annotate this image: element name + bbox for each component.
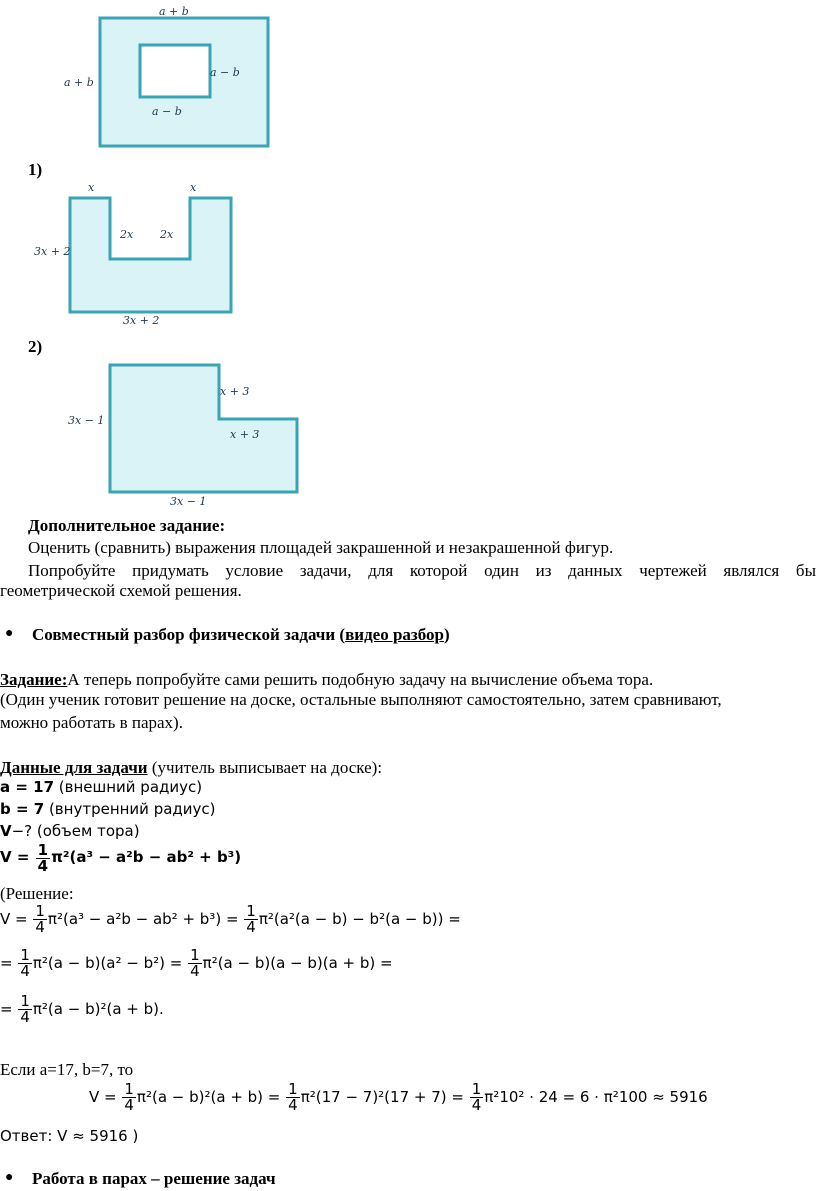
frac-den: 4 xyxy=(20,962,30,980)
s1-b: π²(a³ − a²b − ab² + b³) = xyxy=(47,910,244,928)
extra-line-3: геометрической схемой решения. xyxy=(0,581,242,600)
solution-answer: Ответ: V ≈ 5916 ) xyxy=(0,1127,139,1145)
fraction xyxy=(122,1082,136,1113)
s3-a: = xyxy=(0,1000,18,1018)
solution-if: Если a=17, b=7, то xyxy=(0,1060,134,1079)
data-b: b = 7 xyxy=(0,800,45,818)
s1-c: π²(a²(a − b) − b²(a − b)) = xyxy=(258,910,461,928)
fraction xyxy=(470,1082,484,1113)
frac-den: 4 xyxy=(190,962,200,980)
frame-hole xyxy=(140,45,210,97)
formula-rhs: π²(a³ − a²b − ab² + b³) xyxy=(51,848,242,867)
task-line-2: (Один ученик готовит решение на доске, остальные выполняют самостоятельно, затем сравнивают, xyxy=(0,690,722,709)
frac-num: 1 xyxy=(190,946,200,964)
task-label: Задание: xyxy=(0,670,68,689)
data-b-note: (внутренний радиус) xyxy=(44,800,216,818)
bullet-1-close: ) xyxy=(443,625,450,644)
fig2-label-step-vertical: x + 3 xyxy=(220,385,250,398)
bullet-1-text: Совместный разбор физической задачи ( xyxy=(32,625,346,644)
u-shape xyxy=(70,198,231,312)
frac-den: 4 xyxy=(37,857,49,875)
data-v-line xyxy=(0,822,140,841)
data-b-line xyxy=(0,800,216,819)
data-formula xyxy=(0,843,241,874)
data-heading-note: (учитель выписывает на доске): xyxy=(147,758,383,777)
fraction xyxy=(18,948,32,979)
solution-line-3 xyxy=(0,994,164,1025)
frac-den: 4 xyxy=(35,918,45,936)
solution-open: (Решение: xyxy=(0,884,74,903)
extra-line-1: Оценить (сравнить) выражения площадей закрашенной и незакрашенной фигур. xyxy=(28,538,614,557)
fig1-label-left: 3x + 2 xyxy=(34,245,71,258)
data-a: a = 17 xyxy=(0,778,55,796)
bullet-2-text: Работа в парах – решение задач xyxy=(32,1169,276,1188)
s4-b: π²(a − b)²(a + b) = xyxy=(136,1088,286,1106)
fig2-label-bottom: 3x − 1 xyxy=(170,495,207,508)
fig2-label-step-horizontal: x + 3 xyxy=(230,428,260,441)
frac-den: 4 xyxy=(124,1096,134,1114)
task-text: А теперь попробуйте сами решить подобную задачу на вычисление объема тора. xyxy=(67,670,654,689)
fig1-label-slot-left: 2x xyxy=(120,228,134,241)
s4-a: V = xyxy=(89,1088,122,1106)
frac-num: 1 xyxy=(288,1080,298,1098)
s1-a: V = xyxy=(0,910,33,928)
frac-num: 1 xyxy=(35,902,45,920)
data-heading: Данные для задачи xyxy=(0,758,148,777)
frac-den: 4 xyxy=(20,1008,30,1026)
s4-c: π²(17 − 7)²(17 + 7) = xyxy=(300,1088,469,1106)
fraction xyxy=(188,948,202,979)
fig0-label-inner-bottom: a − b xyxy=(152,105,182,118)
fig0-label-left: a + b xyxy=(64,76,94,89)
step-shape xyxy=(110,365,297,492)
s2-c: π²(a − b)(a − b)(a + b) = xyxy=(202,954,393,972)
s3-b: π²(a − b)²(a + b). xyxy=(32,1000,164,1018)
extra-heading: Дополнительное задание: xyxy=(28,516,226,535)
fig1-label-bottom: 3x + 2 xyxy=(123,314,160,327)
data-heading-line xyxy=(0,758,382,778)
fraction xyxy=(33,904,47,935)
fraction xyxy=(286,1082,300,1113)
solution-line-1 xyxy=(0,904,461,935)
fig0-label-top: a + b xyxy=(159,5,189,18)
fig2-label-left: 3x − 1 xyxy=(68,414,105,427)
solution-line-4 xyxy=(89,1082,708,1113)
fig2-number: 2) xyxy=(28,337,43,356)
frac-num: 1 xyxy=(20,992,30,1010)
frac-num: 1 xyxy=(246,902,256,920)
extra-line-2: Попробуйте придумать условие задачи, для которой один из данных чертежей являлся бы xyxy=(28,561,816,580)
frac-den: 4 xyxy=(288,1096,298,1114)
figure-frame xyxy=(0,0,816,160)
bullet-1 xyxy=(32,625,450,645)
fig0-label-inner-right: a − b xyxy=(210,66,240,79)
solution-line-2 xyxy=(0,948,393,979)
frac-num: 1 xyxy=(471,1080,482,1098)
frac-num: 1 xyxy=(124,1080,134,1098)
fig1-label-slot-right: 2x xyxy=(160,228,174,241)
task-line-3: можно работать в парах). xyxy=(0,713,183,732)
bullet-2-dot: ● xyxy=(5,1170,14,1185)
fraction xyxy=(18,994,32,1025)
bullet-1-dot: ● xyxy=(5,626,14,641)
data-a-line xyxy=(0,778,202,797)
fraction xyxy=(244,904,258,935)
fig1-label-top-right: x xyxy=(190,181,197,194)
s2-a: = xyxy=(0,954,18,972)
figure-u-shape xyxy=(0,180,816,320)
s2-b: π²(a − b)(a² − b²) = xyxy=(32,954,188,972)
task-line-1 xyxy=(0,670,653,690)
s4-d: π²10² ⋅ 24 = 6 ⋅ π²100 ≈ 5916 xyxy=(484,1088,708,1106)
fig1-label-top-left: x xyxy=(88,181,95,194)
data-a-note: (внешний радиус) xyxy=(54,778,203,796)
frac-den: 4 xyxy=(246,918,256,936)
frac-den: 4 xyxy=(471,1096,482,1114)
fig1-number: 1) xyxy=(28,160,43,179)
frac-num: 1 xyxy=(37,841,49,859)
fraction xyxy=(36,843,50,874)
data-v: V xyxy=(0,822,12,840)
figure-step-shape xyxy=(0,360,816,500)
formula-lhs: V = xyxy=(0,848,35,867)
frac-num: 1 xyxy=(20,946,30,964)
video-link[interactable]: видео разбор xyxy=(345,625,444,644)
data-v-note: −? (объем тора) xyxy=(11,822,140,840)
